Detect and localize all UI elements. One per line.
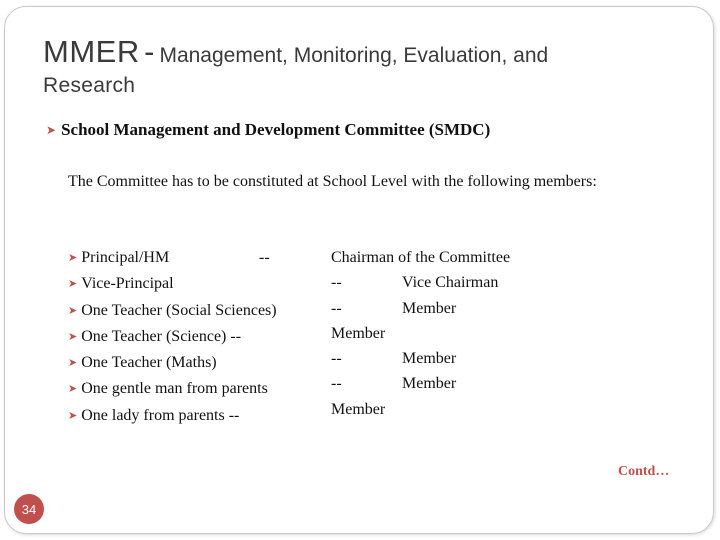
intro-text: The Committee has to be constituted at School Level with the following members:	[68, 173, 597, 190]
bullet-arrow-icon: ➤	[68, 303, 78, 317]
role-row	[331, 270, 510, 295]
role-row	[331, 346, 510, 371]
member-name: One gentle man from parents	[81, 380, 268, 398]
main-bullet-text: School Management and Development Committee (SMDC)	[61, 120, 491, 139]
list-item	[68, 403, 277, 429]
role-right: Member	[402, 299, 457, 317]
role-row	[331, 371, 510, 396]
role-row	[331, 321, 510, 346]
list-item	[68, 350, 277, 376]
bullet-arrow-icon: ➤	[68, 408, 78, 422]
bullet-arrow-icon: ➤	[68, 329, 78, 343]
title-separator: -	[144, 34, 155, 69]
role-left: --	[331, 375, 342, 393]
slide-title	[43, 36, 683, 96]
role-row	[331, 296, 510, 321]
title-line2: Research	[43, 74, 136, 97]
role-left: Member	[331, 324, 386, 342]
list-item	[68, 298, 277, 324]
main-bullet	[46, 120, 490, 140]
member-name: One Teacher (Science) --	[81, 327, 242, 345]
bullet-arrow-icon: ➤	[68, 356, 78, 370]
page-number-badge	[14, 494, 44, 524]
members-list	[68, 245, 277, 429]
list-item	[68, 324, 277, 350]
role-left: --	[331, 350, 342, 368]
bullet-arrow-icon: ➤	[68, 251, 78, 264]
bullet-arrow-icon: ➤	[68, 277, 78, 291]
role-right: Vice Chairman	[402, 274, 499, 292]
list-item	[68, 376, 277, 402]
bullet-arrow-icon: ➤	[46, 123, 57, 137]
title-acronym: MMER	[43, 34, 140, 69]
title-rest: Management, Monitoring, Evaluation, and	[159, 44, 549, 67]
bullet-arrow-icon: ➤	[68, 382, 78, 396]
role-row	[331, 245, 510, 270]
member-name: One Teacher (Social Sciences)	[81, 301, 277, 319]
member-name: One lady from parents --	[81, 406, 240, 424]
role-row	[331, 397, 510, 422]
role-left: Chairman of the Committee	[331, 249, 511, 266]
contd-label: Contd…	[618, 464, 670, 479]
roles-list	[331, 245, 510, 422]
member-name: One Teacher (Maths)	[81, 354, 217, 372]
role-left: --	[331, 299, 342, 317]
list-item	[68, 271, 277, 297]
page-number: 34	[21, 501, 37, 517]
member-name: Vice-Principal	[81, 275, 174, 293]
member-name: Principal/HM	[81, 249, 170, 266]
list-item	[68, 245, 277, 271]
member-dash: --	[259, 249, 270, 266]
role-left: Member	[331, 400, 386, 418]
role-right: Member	[402, 350, 457, 368]
role-right: Member	[402, 375, 457, 393]
role-left: --	[331, 274, 342, 292]
